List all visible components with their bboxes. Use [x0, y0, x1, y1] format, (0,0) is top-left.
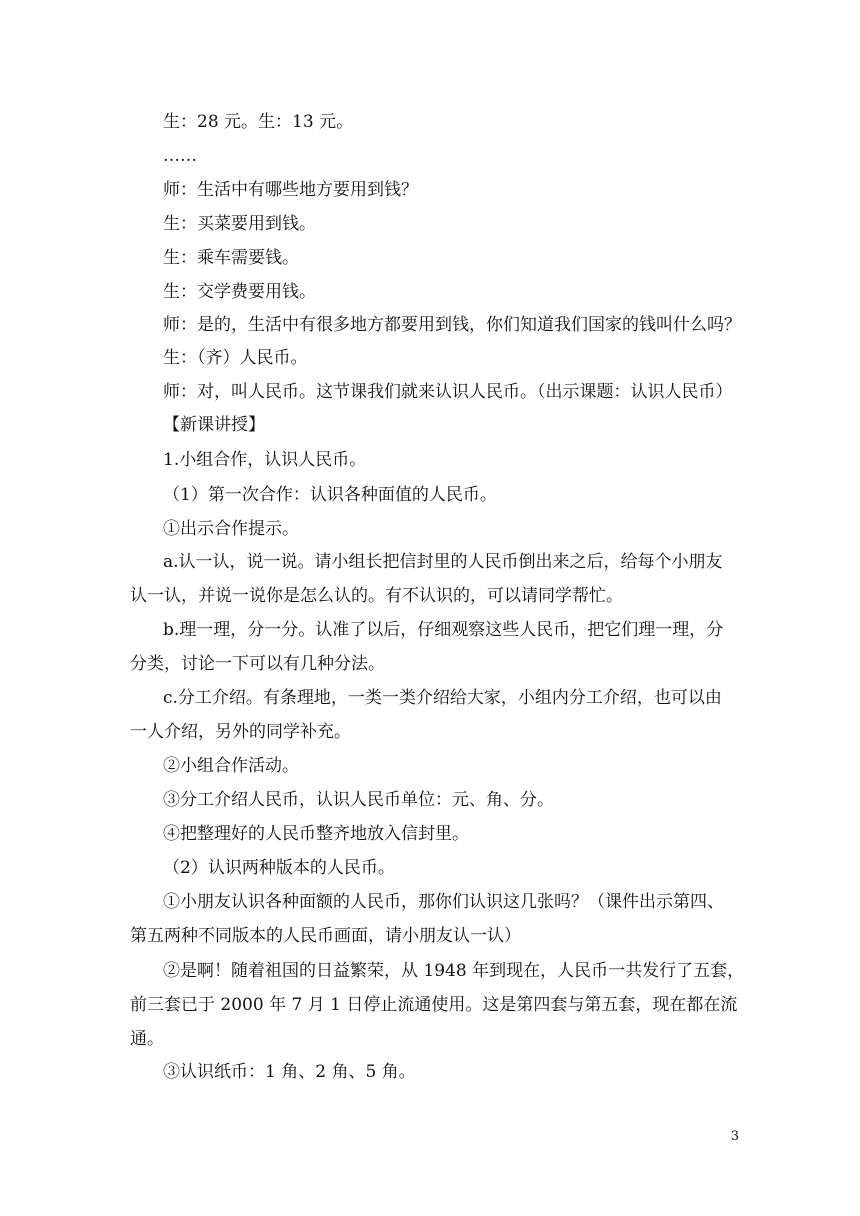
text-line: ①小朋友认识各种面额的人民币，那你们认识这几张吗？（课件出示第四、 [163, 892, 724, 912]
text-line: 1.小组合作，认识人民币。 [163, 450, 367, 470]
text-line: 认一认，并说一说你是怎么认的。有不认识的，可以请同学帮忙。 [130, 586, 623, 606]
text-line: 前三套已于 2000 年 7 月 1 日停止流通使用。这是第四套与第五套，现在都在流 [130, 995, 738, 1015]
text-line: …… [163, 146, 197, 166]
text-line: 通。 [130, 1029, 164, 1049]
text-line: 分类，讨论一下可以有几种分法。 [130, 654, 385, 674]
text-line: 师：对，叫人民币。这节课我们就来认识人民币。（出示课题：认识人民币） [163, 382, 733, 402]
text-line: ③分工介绍人民币，认识人民币单位：元、角、分。 [163, 790, 554, 810]
text-line: b.理一理，分一分。认准了以后，仔细观察这些人民币，把它们理一理，分 [163, 620, 724, 640]
text-line: （1）第一次合作：认识各种面值的人民币。 [163, 485, 497, 505]
text-line: 生：乘车需要钱。 [163, 248, 299, 268]
text-line: （2）认识两种版本的人民币。 [163, 858, 395, 878]
text-line: 师：是的，生活中有很多地方都要用到钱，你们知道我们国家的钱叫什么吗？ [163, 315, 741, 335]
text-line: ②是啊！随着祖国的日益繁荣，从 1948 年到现在，人民币一共发行了五套， [163, 961, 745, 981]
text-line: 生：28 元。生：13 元。 [163, 112, 354, 132]
section-heading: 【新课讲授】 [163, 415, 265, 435]
text-line: 生：买菜要用到钱。 [163, 214, 316, 234]
text-line: a.认一认，说一说。请小组长把信封里的人民币倒出来之后，给每个小朋友 [163, 552, 723, 572]
text-line: 师：生活中有哪些地方要用到钱？ [163, 180, 418, 200]
text-line: ①出示合作提示。 [163, 519, 299, 539]
text-line: 一人介绍，另外的同学补充。 [130, 722, 351, 742]
text-line: ④把整理好的人民币整齐地放入信封里。 [163, 824, 469, 844]
text-line: ③认识纸币：1 角、2 角、5 角。 [163, 1062, 416, 1082]
text-line: 生：交学费要用钱。 [163, 282, 316, 302]
page-number: 3 [730, 1129, 739, 1144]
text-line: ②小组合作活动。 [163, 756, 299, 776]
text-line: c.分工介绍。有条理地，一类一类介绍给大家，小组内分工介绍，也可以由 [163, 688, 722, 708]
text-line: 生：（齐）人民币。 [163, 348, 308, 368]
text-line: 第五两种不同版本的人民币画面，请小朋友认一认） [130, 926, 521, 946]
